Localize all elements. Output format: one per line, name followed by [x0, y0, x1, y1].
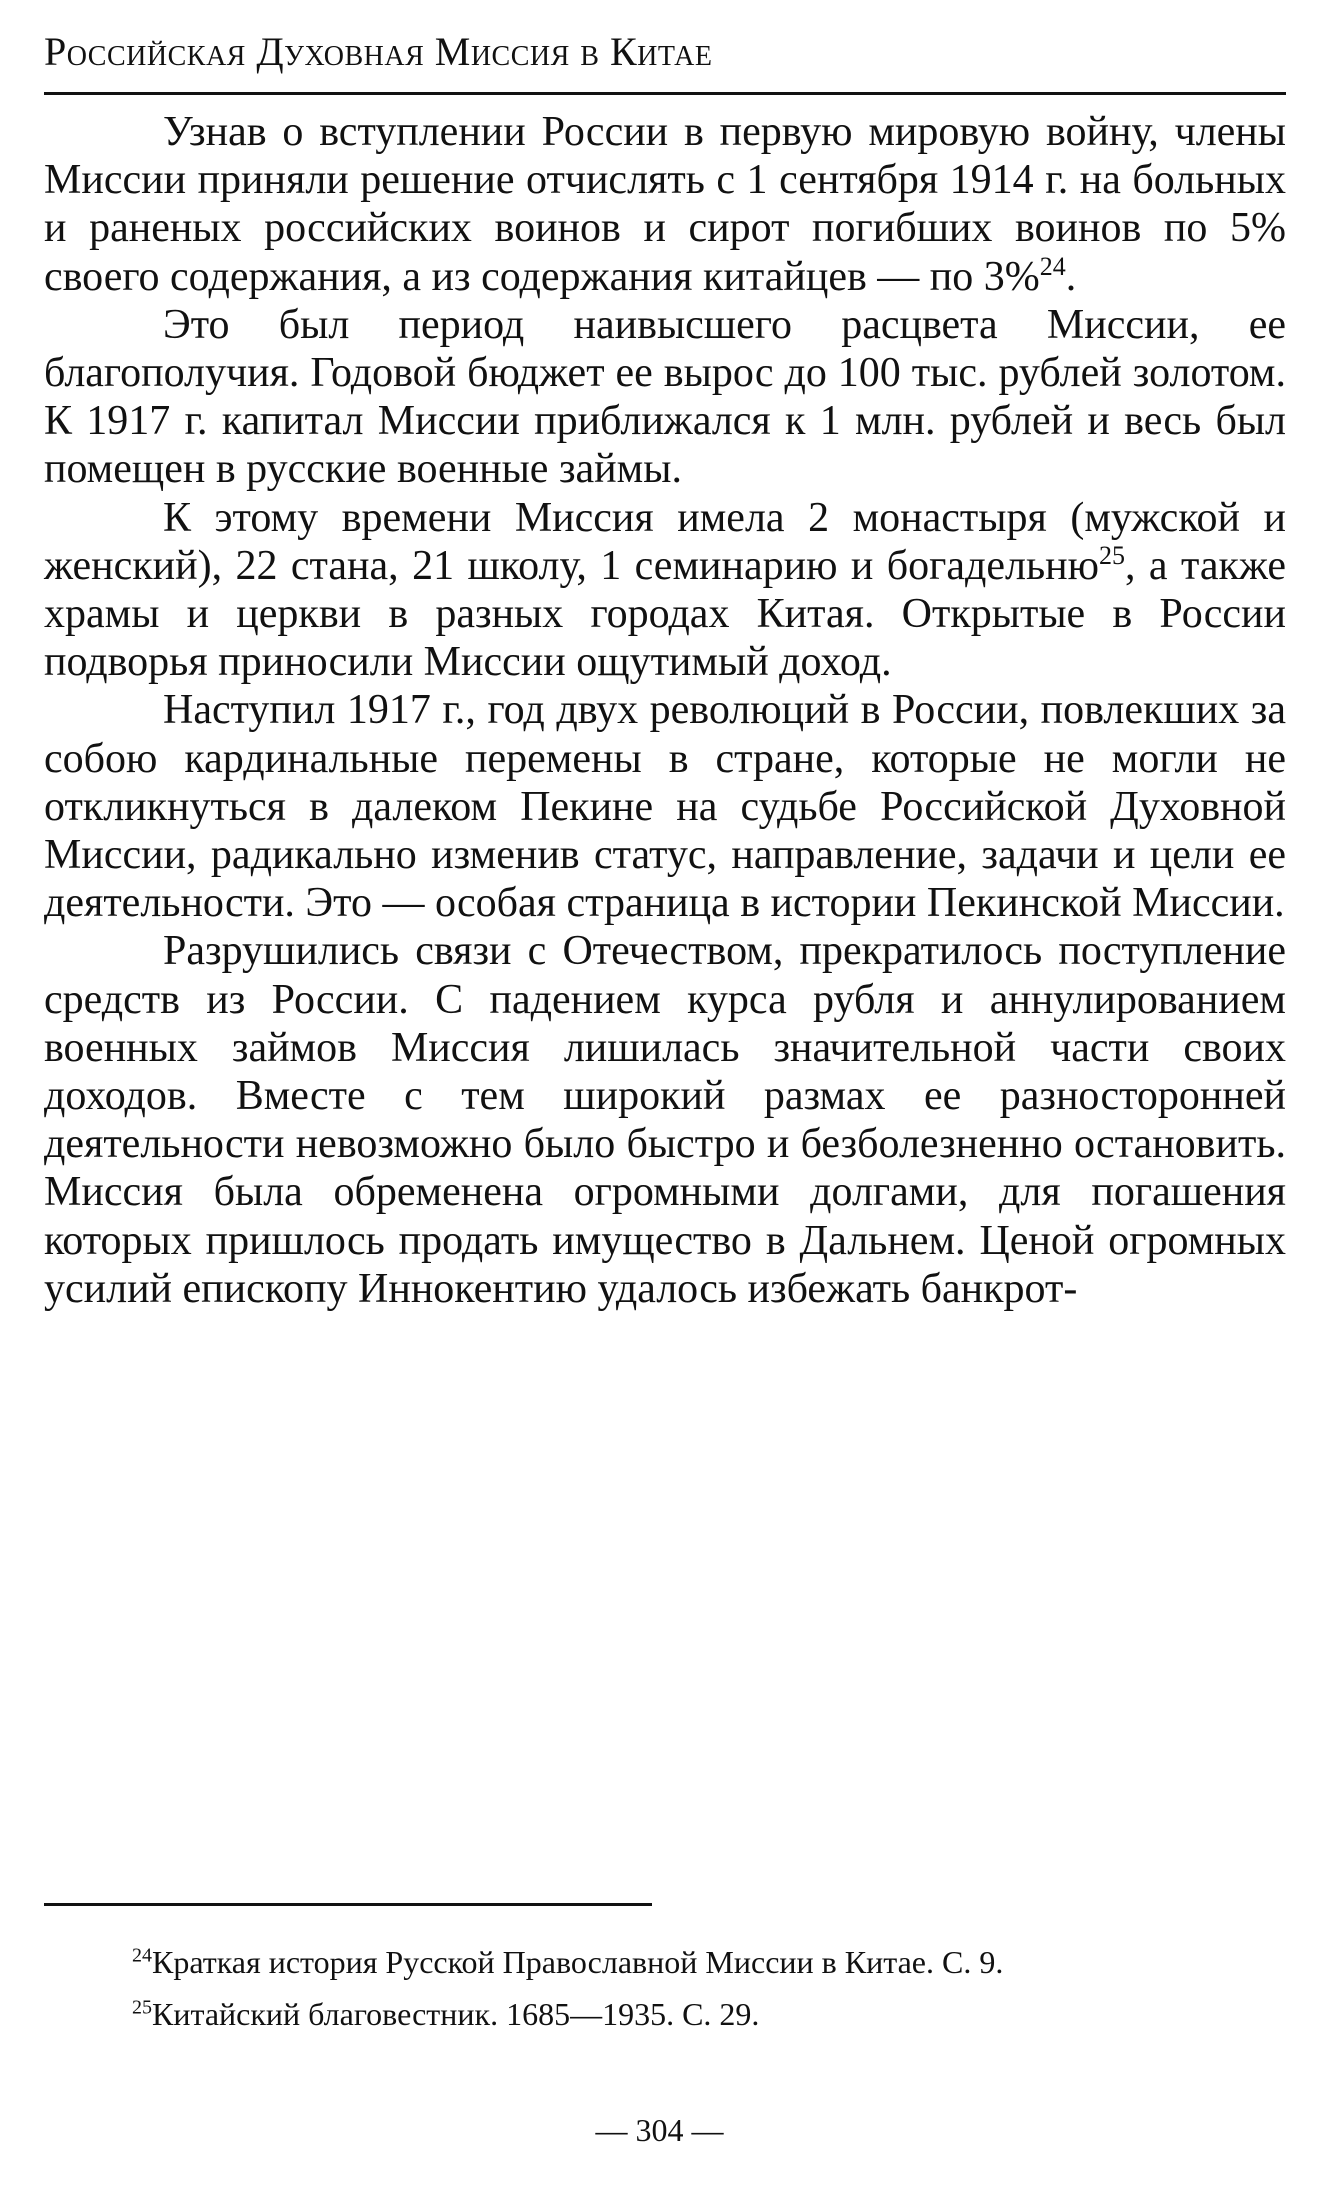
running-head: Российская Духовная Миссия в Китае — [44, 29, 713, 74]
paragraph-text: Разрушились связи с Отечеством, прекратилось поступление средств из России. С падением курса рубля и аннулированием военных займов Миссия лишилась значительной части своих доходов. Вместе с тем широкий размах ее разносторонней деятельности невозможно было быстро и безболезненно остановить. Миссия была обременена огромными долгами, для погашения которых пришлось продать имущество в Дальнем. Ценой огромных усилий епископу Иннокентию удалось избежать банкрот- — [44, 928, 1286, 1312]
footnote-ref: 25 — [1099, 540, 1125, 570]
footnote-ref: 24 — [1039, 251, 1066, 281]
paragraph-text-tail: . — [1065, 253, 1077, 300]
page-number: — 304 — — [595, 2112, 724, 2148]
paragraph — [44, 108, 1286, 301]
footnote — [132, 1936, 1282, 1988]
paragraph-text: Наступил 1917 г., год двух революций в России, повлекших за собою кардинальные перемены в стране, которые не могли не откликнуться в далеком Пекине на судьбе Российской Духовной Миссии, радикально изменив статус, направление, задачи и цели ее деятельности. Это — особая страница в истории Пекинской Миссии. — [44, 687, 1286, 927]
paragraph-text: Узнав о вступлении России в первую мировую войну, члены Миссии приняли решение отчислять с 1 сентября 1914 г. на больных и раненых российских воинов и сирот погибших воинов по 5% своего содержания, а из содержания китайцев — по 3% — [44, 109, 1286, 300]
paragraph — [44, 301, 1286, 494]
header-rule — [44, 92, 1286, 95]
paragraph — [44, 494, 1286, 687]
paragraph — [44, 927, 1286, 1313]
footnote-rule — [44, 1903, 652, 1906]
body-text — [44, 108, 1286, 1313]
footnote-text: Китайский благовестник. 1685—1935. С. 29. — [152, 1996, 760, 2032]
paragraph — [44, 686, 1286, 927]
paragraph-text-tail: , а также храмы и церкви в разных городах Китая. Открытые в России подворья приносили Миссии ощутимый доход. — [44, 542, 1286, 686]
paragraph-text: Это был период наивысшего расцвета Миссии, ее благополучия. Годовой бюджет ее вырос до 100 тыс. рублей золотом. К 1917 г. капитал Миссии приближался к 1 млн. рублей и весь был помещен в русские военные займы. — [44, 301, 1286, 493]
footnote-number: 24 — [132, 1944, 152, 1967]
paragraph-text: К этому времени Миссия имела 2 монастыря (мужской и женский), 22 стана, 21 школу, 1 семинарию и богадельню — [44, 494, 1286, 589]
footnotes — [132, 1936, 1282, 2040]
footnote — [132, 1988, 1282, 2040]
footnote-number: 25 — [132, 1996, 152, 2019]
footnote-text: Краткая история Русской Православной Миссии в Китае. С. 9. — [152, 1944, 1004, 1980]
